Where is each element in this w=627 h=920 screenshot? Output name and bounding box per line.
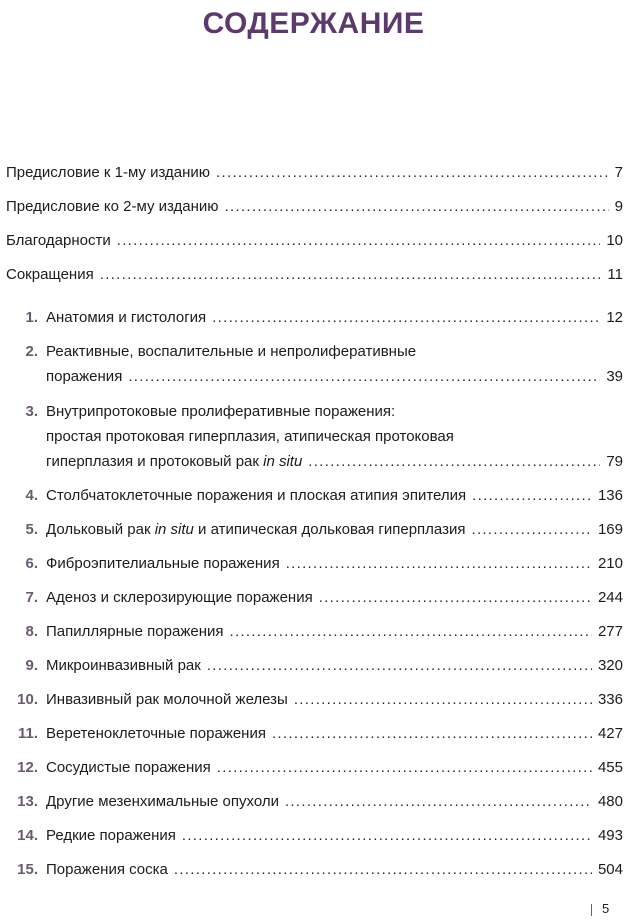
dot-leader xyxy=(100,265,602,285)
chapter-number: 2. xyxy=(25,343,38,360)
chapter-number: 4. xyxy=(25,487,38,504)
toc-entry-title-line[interactable]: простая протоковая гиперплазия, атипическая протоковая xyxy=(46,428,454,445)
toc-entry-title-line[interactable]: Внутрипротоковые пролиферативные поражения: xyxy=(46,403,396,420)
toc-entry-title: Другие мезенхимальные опухоли xyxy=(46,793,279,810)
toc-entry-abbreviations[interactable] xyxy=(6,265,623,285)
toc-chapter-7[interactable] xyxy=(46,588,623,608)
toc-entry-page: 320 xyxy=(597,657,623,674)
toc-entry-title: Сосудистые поражения xyxy=(46,759,211,776)
toc-chapter-10[interactable] xyxy=(46,690,623,710)
toc-entry-page: 244 xyxy=(597,589,623,606)
dot-leader xyxy=(117,231,601,251)
footer-page-number: 5 xyxy=(602,901,610,916)
toc-chapter-4[interactable] xyxy=(46,486,623,506)
toc-chapter-5[interactable] xyxy=(46,520,623,540)
toc-chapter-1[interactable] xyxy=(46,308,623,328)
toc-entry-title xyxy=(46,520,465,540)
toc-chapter-15[interactable] xyxy=(46,860,623,880)
chapter-number: 7. xyxy=(25,589,38,606)
toc-entry-title: Аденоз и склерозирующие поражения xyxy=(46,589,313,606)
toc-entry-page: 336 xyxy=(597,691,623,708)
toc-entry-title: Папиллярные поражения xyxy=(46,623,224,640)
toc-entry-page: 455 xyxy=(597,759,623,776)
title-text: Дольковый рак xyxy=(46,521,155,538)
footer-divider xyxy=(591,904,592,916)
chapter-number: 11. xyxy=(17,725,38,742)
toc-entry-title: Поражения соска xyxy=(46,861,168,878)
title-italic: in situ xyxy=(154,521,194,538)
chapter-number: 8. xyxy=(25,623,38,640)
toc-entry-page: 79 xyxy=(606,453,623,470)
toc-entry-title xyxy=(46,452,302,472)
page-title: СОДЕРЖАНИЕ xyxy=(202,7,425,40)
toc-entry-preface-2[interactable] xyxy=(6,197,623,217)
toc-chapter-9[interactable] xyxy=(46,656,623,676)
dot-leader xyxy=(308,452,600,472)
toc-entry-title: Веретеноклеточные поражения xyxy=(46,725,266,742)
title-italic: in situ xyxy=(263,453,303,470)
toc-chapter-2[interactable] xyxy=(46,367,623,387)
toc-entry-page: 7 xyxy=(614,164,623,181)
dot-leader xyxy=(174,860,592,880)
toc-entry-page: 504 xyxy=(597,861,623,878)
toc-chapter-11[interactable] xyxy=(46,724,623,744)
toc-entry-title: Столбчатоклеточные поражения и плоская атипия эпителия xyxy=(46,487,467,504)
toc-chapter-14[interactable] xyxy=(46,826,623,846)
chapter-number: 13. xyxy=(17,793,38,810)
toc-chapter-8[interactable] xyxy=(46,622,623,642)
toc-entry-title: Инвазивный рак молочной железы xyxy=(46,691,288,708)
toc-entry-page: 480 xyxy=(597,793,623,810)
toc-entry-title: поражения xyxy=(46,368,123,385)
chapter-number: 12. xyxy=(17,759,38,776)
chapter-number: 15. xyxy=(17,861,38,878)
toc-entry-page: 10 xyxy=(606,232,623,249)
toc-entry-page: 493 xyxy=(597,827,623,844)
toc-entry-title: Сокращения xyxy=(6,266,94,283)
toc-chapter-13[interactable] xyxy=(46,792,623,812)
chapter-number: 14. xyxy=(17,827,38,844)
toc-entry-page: 12 xyxy=(606,309,623,326)
chapter-number: 3. xyxy=(25,403,38,420)
toc-entry-title: Редкие поражения xyxy=(46,827,176,844)
toc-entry-title: Фиброэпителиальные поражения xyxy=(46,555,280,572)
toc-entry-acknowledgements[interactable] xyxy=(6,231,623,251)
title-text: и атипическая дольковая гиперплазия xyxy=(193,521,466,538)
toc-entry-page: 11 xyxy=(607,266,623,283)
dot-leader xyxy=(212,308,600,328)
toc-entry-page: 9 xyxy=(614,198,623,215)
dot-leader xyxy=(285,792,592,812)
dot-leader xyxy=(472,486,592,506)
chapter-number: 6. xyxy=(25,555,38,572)
toc-entry-title: Предисловие к 1-му изданию xyxy=(6,164,211,181)
chapter-number: 10. xyxy=(17,691,38,708)
toc-entry-title: Благодарности xyxy=(6,232,111,249)
dot-leader xyxy=(272,724,592,744)
dot-leader xyxy=(229,622,591,642)
toc-entry-page: 39 xyxy=(606,368,623,385)
toc-entry-page: 427 xyxy=(597,725,623,742)
toc-entry-page: 136 xyxy=(597,487,623,504)
dot-leader xyxy=(225,197,609,217)
dot-leader xyxy=(182,826,592,846)
dot-leader xyxy=(471,520,591,540)
chapter-number: 5. xyxy=(25,521,38,538)
dot-leader xyxy=(217,758,592,778)
chapter-number: 1. xyxy=(25,309,38,326)
toc-entry-title-line[interactable]: Реактивные, воспалительные и непролиферативные xyxy=(46,343,417,360)
toc-entry-preface-1[interactable] xyxy=(6,163,623,183)
dot-leader xyxy=(216,163,609,183)
dot-leader xyxy=(319,588,592,608)
toc-entry-title: Предисловие ко 2-му изданию xyxy=(6,198,219,215)
toc-chapter-6[interactable] xyxy=(46,554,623,574)
toc-chapter-12[interactable] xyxy=(46,758,623,778)
toc-chapter-3[interactable] xyxy=(46,452,623,472)
toc-entry-title: Микроинвазивный рак xyxy=(46,657,201,674)
chapter-number: 9. xyxy=(25,657,38,674)
dot-leader xyxy=(207,656,592,676)
dot-leader xyxy=(294,690,592,710)
dot-leader xyxy=(286,554,592,574)
dot-leader xyxy=(128,367,600,387)
toc-entry-page: 277 xyxy=(597,623,623,640)
toc-entry-page: 210 xyxy=(597,555,623,572)
toc-entry-title: Анатомия и гистология xyxy=(46,309,207,326)
toc-entry-page: 169 xyxy=(597,521,623,538)
title-text: гиперплазия и протоковый рак xyxy=(46,453,264,470)
